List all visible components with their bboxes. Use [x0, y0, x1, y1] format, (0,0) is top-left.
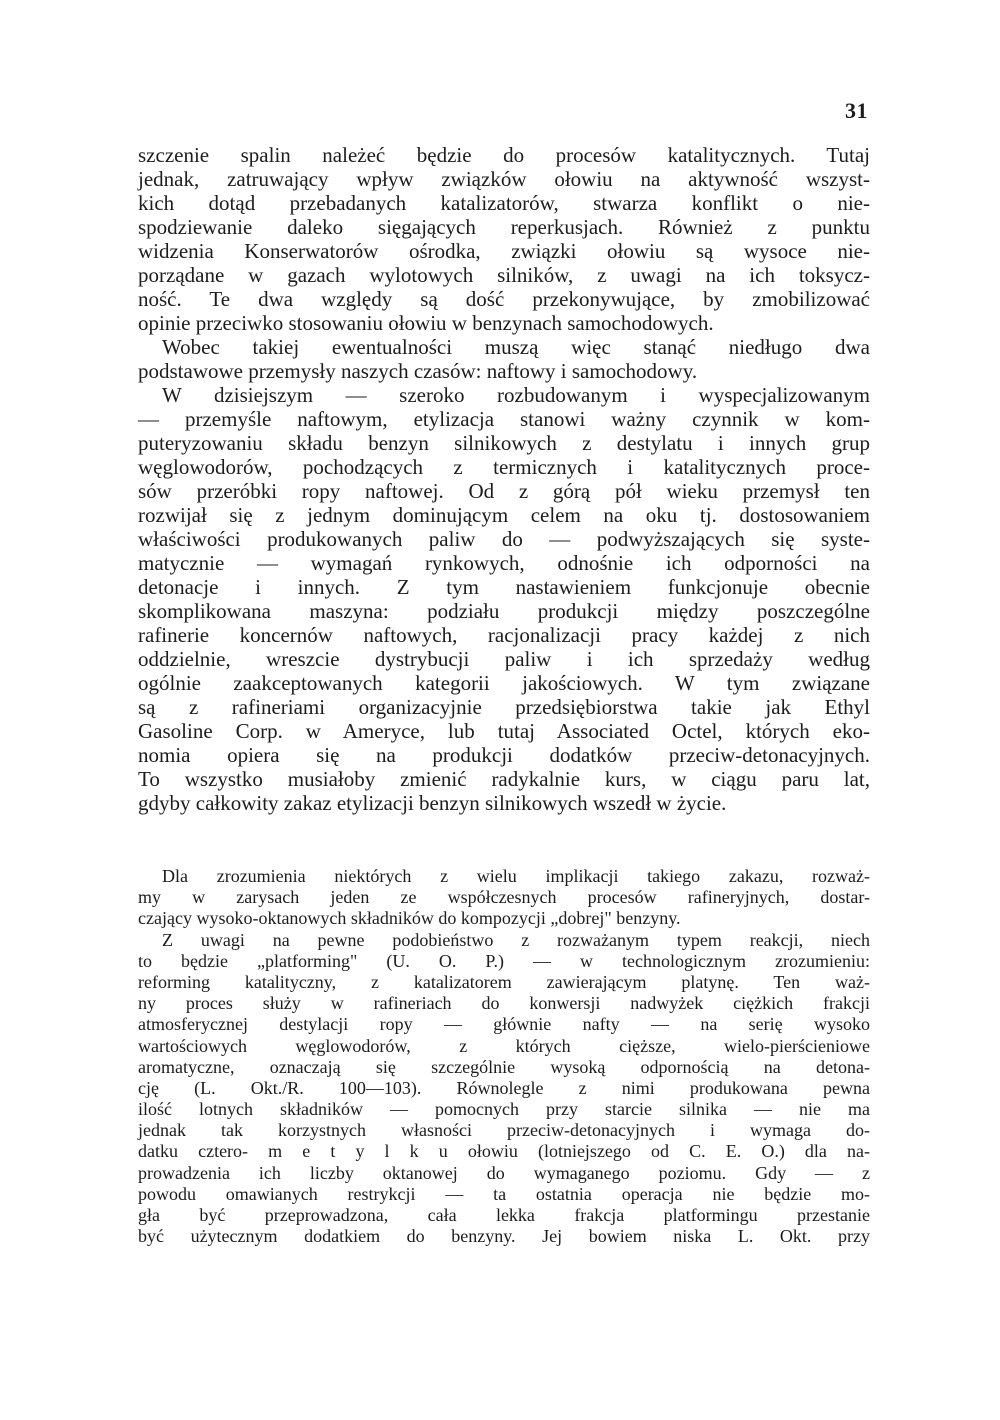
text-line: widzenia Konserwatorów ośrodka, związki ołowiu są wysoce nie-	[138, 239, 870, 263]
footnote-line: to będzie „platforming" (U. O. P.) — w technologicznym zrozumieniu:	[138, 950, 870, 971]
text-line: ność. Te dwa względy są dość przekonywujące, by zmobilizować	[138, 287, 870, 311]
text-line: matycznie — wymagań rynkowych, odnośnie ich odporności na	[138, 551, 870, 575]
footnote-line: gła być przeprowadzona, cała lekka frakcja platformingu przestanie	[138, 1205, 870, 1225]
text-line: jednak, zatruwający wpływ związków ołowiu na aktywność wszyst-	[138, 167, 870, 191]
text-line: To wszystko musiałoby zmienić radykalnie kurs, w ciągu paru lat,	[138, 767, 870, 791]
text-line: opinie przeciwko stosowaniu ołowiu w benzynach samochodowych.	[138, 311, 714, 335]
text-line: spodziewanie daleko sięgających reperkusjach. Również z punktu	[138, 215, 870, 239]
footnote-line: powodu omawianych restrykcji — ta ostatnia operacja nie będzie mo-	[138, 1183, 870, 1204]
text-line: rozwijał się z jednym dominującym celem na oku tj. dostosowaniem	[138, 503, 870, 527]
text-line: Wobec takiej ewentualności muszą więc stanąć niedługo dwa	[162, 335, 870, 359]
text-line: porządane w gazach wylotowych silników, z uwagi na ich toksycz-	[138, 263, 870, 287]
text-line: nomia opiera się na produkcji dodatków przeciw-detonacyjnych.	[138, 743, 870, 767]
text-line: — przemyśle naftowym, etylizacja stanowi ważny czynnik w kom-	[138, 407, 870, 431]
text-line: kich dotąd przebadanych katalizatorów, stwarza konflikt o nie-	[138, 191, 870, 215]
footnote-line: cję (L. Okt./R. 100—103). Równolegle z nimi produkowana pewna	[138, 1077, 870, 1098]
text-line: właściwości produkowanych paliw do — podwyższających się syste-	[138, 527, 870, 551]
footnote-line: Dla zrozumienia niektórych z wielu implikacji takiego zakazu, rozważ-	[162, 866, 870, 886]
text-line: sów przeróbki ropy naftowej. Od z górą pół wieku przemysł ten	[138, 479, 870, 503]
text-line: gdyby całkowity zakaz etylizacji benzyn silnikowych wszedł w życie.	[138, 791, 727, 815]
footnote-line: reforming katalityczny, z katalizatorem zawierającym platynę. Ten waż-	[138, 971, 870, 992]
footnote-text-block	[138, 866, 870, 1247]
footnote-line: my w zarysach jeden ze współczesnych procesów rafineryjnych, dostar-	[138, 887, 870, 908]
text-line: szczenie spalin należeć będzie do procesów katalitycznych. Tutaj	[138, 143, 870, 167]
footnote-line: jednak tak korzystnych własności przeciw-detonacyjnych i wymaga do-	[138, 1120, 870, 1141]
footnote-line: być użytecznym dodatkiem do benzyny. Jej bowiem niska L. Okt. przy	[138, 1226, 870, 1247]
page-number: 31	[845, 98, 868, 123]
text-line: są z rafineriami organizacyjnie przedsiębiorstwa takie jak Ethyl	[138, 695, 870, 719]
footnote-line: ny proces służy w rafineriach do konwersji nadwyżek ciężkich frakcji	[138, 993, 870, 1014]
footnote-line: prowadzenia ich liczby oktanowej do wymaganego poziomu. Gdy — z	[138, 1162, 870, 1183]
main-text-block	[138, 143, 870, 815]
footnote-line: datku cztero- m e t y l k u ołowiu (lotniejszego od C. E. O.) dla na-	[138, 1141, 870, 1162]
footnote-line: ilość lotnych składników — pomocnych przy starcie silnika — nie ma	[138, 1099, 870, 1120]
text-line: węglowodorów, pochodzących z termicznych i katalitycznych proce-	[138, 455, 870, 479]
footnote-line: wartościowych węglowodorów, z których cięższe, wielo-pierścieniowe	[138, 1035, 870, 1056]
text-line: detonacje i innych. Z tym nastawieniem funkcjonuje obecnie	[138, 575, 870, 599]
text-line: oddzielnie, wreszcie dystrybucji paliw i ich sprzedaży według	[138, 647, 870, 671]
text-line: podstawowe przemysły naszych czasów: naftowy i samochodowy.	[138, 359, 698, 383]
footnote-line: czający wysoko-oktanowych składników do kompozycji „dobrej" benzyny.	[138, 908, 681, 929]
text-line: skomplikowana maszyna: podziału produkcji między poszczególne	[138, 599, 870, 623]
footnote-line: atmosferycznej destylacji ropy — głównie nafty — na serię wysoko	[138, 1014, 870, 1035]
text-line: puteryzowaniu składu benzyn silnikowych z destylatu i innych grup	[138, 431, 870, 455]
footnote-line: Z uwagi na pewne podobieństwo z rozważanym typem reakcji, niech	[162, 929, 870, 950]
text-line: W dzisiejszym — szeroko rozbudowanym i wyspecjalizowanym	[162, 383, 870, 407]
footnote-line: aromatyczne, oznaczają się szczególnie wysoką odpornością na detona-	[138, 1056, 870, 1077]
text-line: Gasoline Corp. w Ameryce, lub tutaj Associated Octel, których eko-	[138, 719, 870, 743]
text-line: ogólnie zaakceptowanych kategorii jakościowych. W tym związane	[138, 671, 870, 695]
text-line: rafinerie koncernów naftowych, racjonalizacji pracy każdej z nich	[138, 623, 870, 647]
